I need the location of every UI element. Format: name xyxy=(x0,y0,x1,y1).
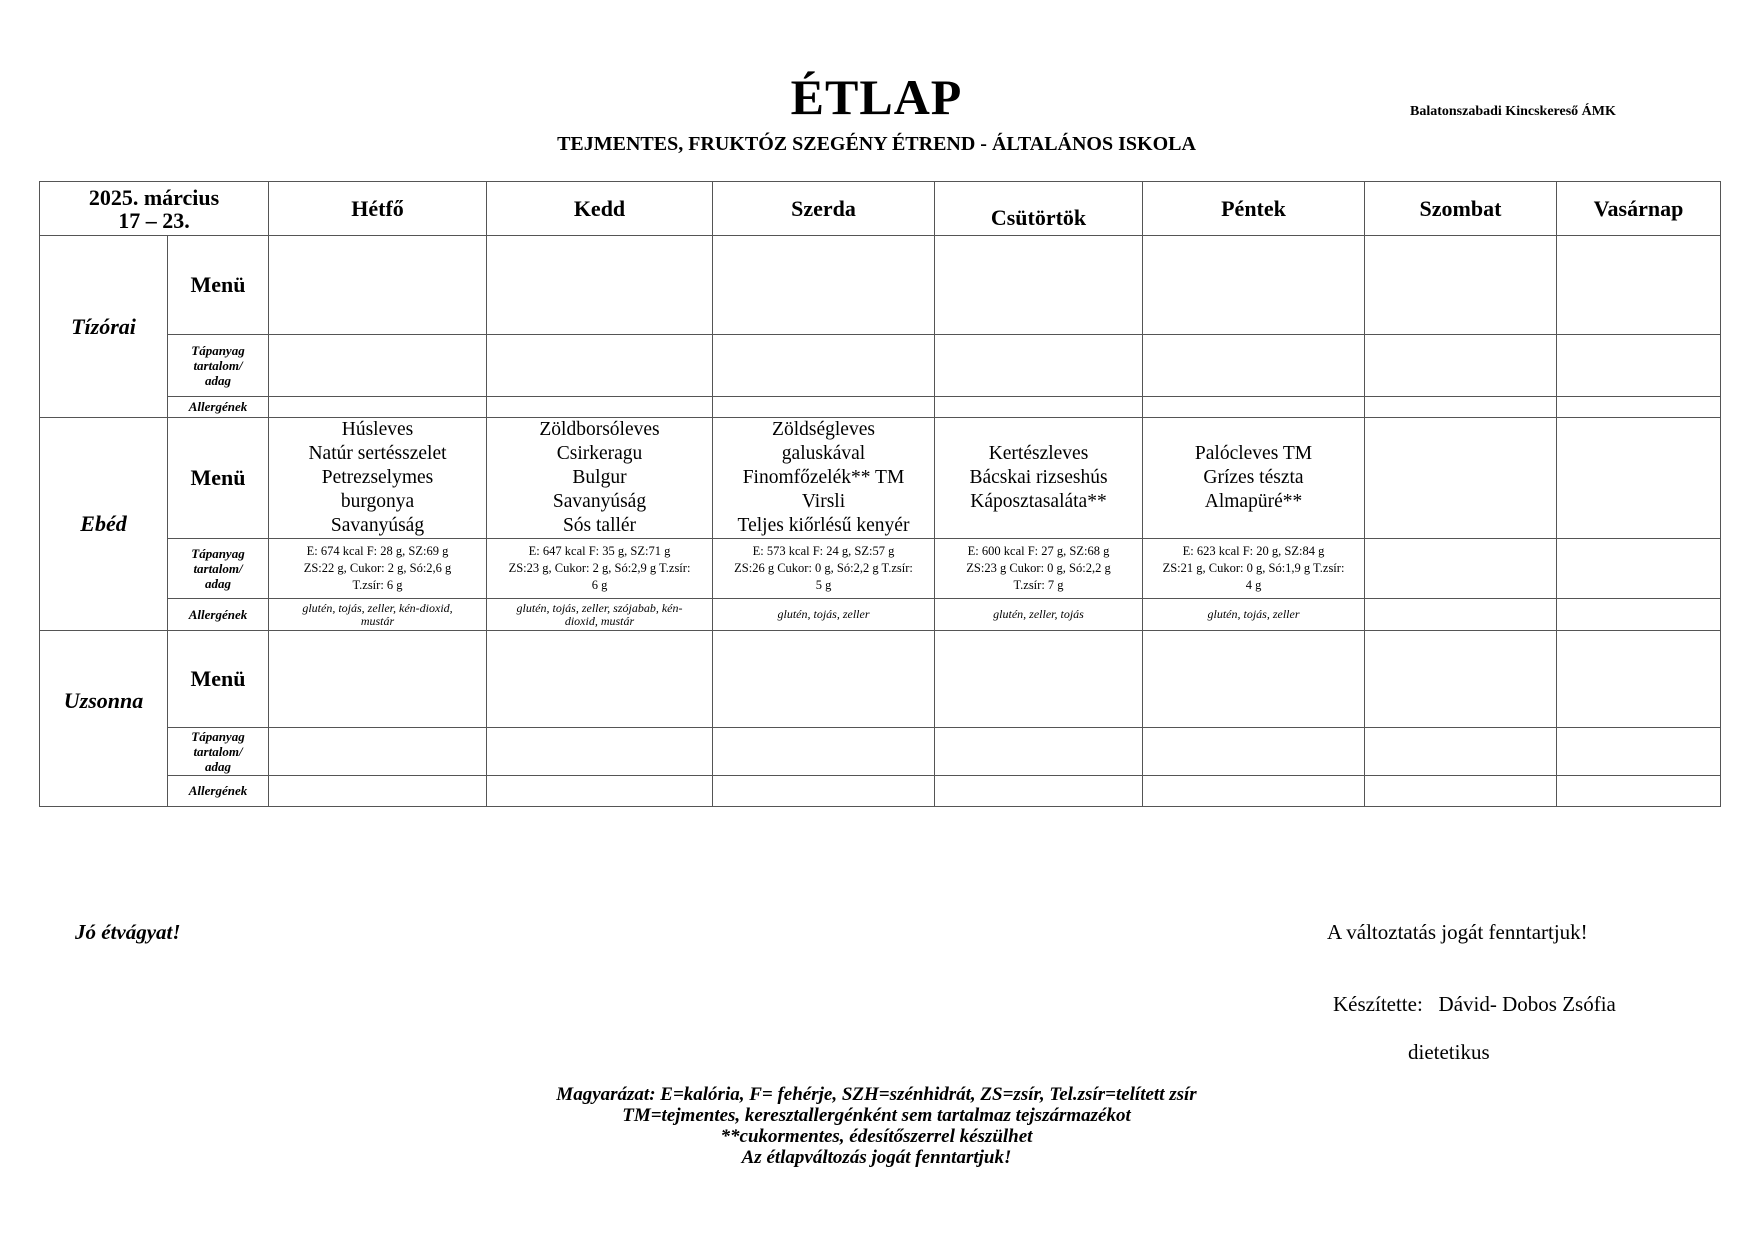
meal-label-ebed: Ebéd xyxy=(40,418,168,631)
empty-cell xyxy=(1365,631,1557,728)
dish-item: Teljes kiőrlésű kenyér xyxy=(737,515,910,536)
date-range-cell xyxy=(40,182,269,236)
empty-cell xyxy=(1557,631,1721,728)
dish-item: Káposztasaláta** xyxy=(970,491,1107,512)
nutrition-line: ZS:23 g Cukor: 0 g, Só:2,2 g xyxy=(966,561,1111,575)
empty-cell xyxy=(935,728,1143,776)
row-label-nutrition-line: tartalom/ xyxy=(193,744,243,759)
empty-cell xyxy=(1143,631,1365,728)
empty-cell xyxy=(935,397,1143,418)
lunch-menu-saturday xyxy=(1365,418,1557,539)
lunch-nutrition-tuesday xyxy=(487,539,713,599)
ebed-menu-row xyxy=(40,418,1721,539)
dish-item: galuskával xyxy=(781,443,866,464)
day-header-thursday: Csütörtök xyxy=(935,182,1143,236)
dish-item: burgonya xyxy=(340,491,415,512)
uzsonna-menu-row xyxy=(40,631,1721,728)
empty-cell xyxy=(487,776,713,807)
day-header-tuesday: Kedd xyxy=(487,182,713,236)
lunch-allergens-wednesday xyxy=(713,599,935,631)
tizorai-menu-row xyxy=(40,236,1721,335)
empty-cell xyxy=(487,236,713,335)
dish-item: Bulgur xyxy=(572,467,627,488)
lunch-menu-tuesday xyxy=(487,418,713,539)
allergen-line: glutén, tojás, zeller xyxy=(777,607,870,621)
header-row xyxy=(40,182,1721,236)
empty-cell xyxy=(487,728,713,776)
tizorai-allergens-row xyxy=(40,397,1721,418)
empty-cell xyxy=(487,631,713,728)
greeting-text: Jó étvágyat! xyxy=(75,920,181,944)
empty-cell xyxy=(1143,397,1365,418)
empty-cell xyxy=(713,397,935,418)
empty-cell xyxy=(1143,776,1365,807)
nutrition-line: ZS:22 g, Cukor: 2 g, Só:2,6 g xyxy=(303,561,452,575)
empty-cell xyxy=(935,776,1143,807)
allergen-line: glutén, zeller, tojás xyxy=(993,607,1084,621)
row-label-allergens: Allergének xyxy=(168,776,269,807)
legend-line: **cukormentes, édesítőszerrel készülhet xyxy=(720,1126,1033,1147)
row-label-nutrition-line: tartalom/ xyxy=(193,358,243,373)
empty-cell xyxy=(935,335,1143,397)
disclaimer-text: A változtatás jogát fenntartjuk! xyxy=(1327,920,1588,944)
day-header-wednesday: Szerda xyxy=(713,182,935,236)
uzsonna-allergens-row xyxy=(40,776,1721,807)
row-label-nutrition-line: adag xyxy=(205,373,231,388)
empty-cell xyxy=(1365,728,1557,776)
allergen-line: mustár xyxy=(360,613,395,628)
legend-line: TM=tejmentes, keresztallergénként sem tartalmaz tejszármazékot xyxy=(622,1105,1131,1126)
lunch-allergens-friday xyxy=(1143,599,1365,631)
lunch-nutrition-wednesday xyxy=(713,539,935,599)
dish-item: Csirkeragu xyxy=(556,443,643,464)
uzsonna-nutrition-row xyxy=(40,728,1721,776)
empty-cell xyxy=(713,631,935,728)
lunch-nutrition-thursday xyxy=(935,539,1143,599)
nutrition-line: 6 g xyxy=(591,578,608,592)
lunch-menu-thursday xyxy=(935,418,1143,539)
dish-item: Natúr sertésszelet xyxy=(308,443,447,464)
nutrition-line: ZS:23 g, Cukor: 2 g, Só:2,9 g T.zsír: xyxy=(508,561,691,575)
row-label-nutrition xyxy=(168,335,269,397)
allergen-line: dioxid, mustár xyxy=(564,613,635,628)
day-header-monday: Hétfő xyxy=(269,182,487,236)
legend-block xyxy=(0,1084,1753,1168)
allergen-line: glutén, tojás, zeller xyxy=(1207,607,1300,621)
empty-cell xyxy=(1143,236,1365,335)
row-label-nutrition xyxy=(168,728,269,776)
lunch-allergens-tuesday xyxy=(487,599,713,631)
dish-item: Zöldborsóleves xyxy=(539,419,660,440)
nutrition-line: T.zsír: 6 g xyxy=(352,578,403,592)
ebed-allergens-row xyxy=(40,599,1721,631)
empty-cell xyxy=(1365,335,1557,397)
row-label-nutrition-line: adag xyxy=(205,759,231,774)
lunch-allergens-sunday xyxy=(1557,599,1721,631)
allergen-line: glutén, tojás, zeller, kén-dioxid, xyxy=(302,600,453,615)
page-title: ÉTLAP xyxy=(790,69,963,125)
empty-cell xyxy=(269,397,487,418)
lunch-nutrition-monday xyxy=(269,539,487,599)
row-label-menu: Menü xyxy=(168,236,269,335)
date-days: 17 – 23. xyxy=(118,207,190,233)
empty-cell xyxy=(713,728,935,776)
dish-item: Palócleves TM xyxy=(1194,443,1313,464)
nutrition-line: ZS:26 g Cukor: 0 g, Só:2,2 g T.zsír: xyxy=(734,561,913,575)
lunch-allergens-saturday xyxy=(1365,599,1557,631)
dish-item: Kertészleves xyxy=(988,443,1089,464)
nutrition-line: ZS:21 g, Cukor: 0 g, Só:1,9 g T.zsír: xyxy=(1162,561,1345,575)
empty-cell xyxy=(487,397,713,418)
empty-cell xyxy=(269,728,487,776)
row-label-allergens: Allergének xyxy=(168,397,269,418)
allergen-line: glutén, tojás, zeller, szójabab, kén- xyxy=(516,600,683,615)
dish-item: Virsli xyxy=(801,491,846,512)
empty-cell xyxy=(713,335,935,397)
empty-cell xyxy=(269,776,487,807)
empty-cell xyxy=(713,236,935,335)
dish-item: Húsleves xyxy=(341,419,414,440)
lunch-nutrition-saturday xyxy=(1365,539,1557,599)
empty-cell xyxy=(935,631,1143,728)
empty-cell xyxy=(1365,776,1557,807)
nutrition-line: T.zsír: 7 g xyxy=(1013,578,1064,592)
tizorai-nutrition-row xyxy=(40,335,1721,397)
nutrition-line: 5 g xyxy=(815,578,832,592)
empty-cell xyxy=(1557,776,1721,807)
empty-cell xyxy=(713,776,935,807)
dish-item: Finomfőzelék** TM xyxy=(742,467,905,488)
row-label-nutrition-line: adag xyxy=(205,576,231,591)
empty-cell xyxy=(487,335,713,397)
empty-cell xyxy=(1365,397,1557,418)
empty-cell xyxy=(1143,728,1365,776)
lunch-menu-wednesday xyxy=(713,418,935,539)
organization-name: Balatonszabadi Kincskereső ÁMK xyxy=(1410,104,1616,119)
day-header-friday: Péntek xyxy=(1143,182,1365,236)
empty-cell xyxy=(1557,397,1721,418)
meal-label-uzsonna: Uzsonna xyxy=(40,631,168,807)
empty-cell xyxy=(1557,335,1721,397)
row-label-nutrition-line: Tápanyag xyxy=(191,546,245,561)
dish-item: Almapüré** xyxy=(1204,491,1303,512)
legend-line: Az étlapváltozás jogát fenntartjuk! xyxy=(741,1147,1012,1168)
empty-cell xyxy=(1365,236,1557,335)
lunch-menu-sunday xyxy=(1557,418,1721,539)
author-role: dietetikus xyxy=(1408,1040,1490,1064)
lunch-menu-monday xyxy=(269,418,487,539)
row-label-nutrition-line: Tápanyag xyxy=(191,343,245,358)
nutrition-line: E: 600 kcal F: 27 g, SZ:68 g xyxy=(967,544,1110,558)
dish-item: Zöldségleves xyxy=(772,419,875,440)
row-label-menu: Menü xyxy=(168,418,269,539)
row-label-nutrition-line: Tápanyag xyxy=(191,729,245,744)
lunch-nutrition-sunday xyxy=(1557,539,1721,599)
row-label-allergens: Allergének xyxy=(168,599,269,631)
lunch-menu-friday xyxy=(1143,418,1365,539)
ebed-nutrition-row xyxy=(40,539,1721,599)
meal-label-tizorai: Tízórai xyxy=(40,236,168,418)
nutrition-line: E: 573 kcal F: 24 g, SZ:57 g xyxy=(752,544,895,558)
page-subtitle: TEJMENTES, FRUKTÓZ SZEGÉNY ÉTREND - ÁLTALÁNOS ISKOLA xyxy=(557,133,1196,155)
empty-cell xyxy=(269,236,487,335)
nutrition-line: E: 674 kcal F: 28 g, SZ:69 g xyxy=(306,544,449,558)
dish-item: Savanyúság xyxy=(552,491,647,512)
author-text: Készítette: Dávid- Dobos Zsófia xyxy=(1333,992,1616,1016)
dish-item: Grízes tészta xyxy=(1203,467,1304,488)
lunch-nutrition-friday xyxy=(1143,539,1365,599)
empty-cell xyxy=(1557,728,1721,776)
dish-item: Savanyúság xyxy=(330,515,425,536)
nutrition-line: E: 623 kcal F: 20 g, SZ:84 g xyxy=(1182,544,1325,558)
day-header-saturday: Szombat xyxy=(1365,182,1557,236)
day-header-sunday: Vasárnap xyxy=(1557,182,1721,236)
dish-item: Bácskai rizseshús xyxy=(969,467,1108,488)
row-label-nutrition-line: tartalom/ xyxy=(193,561,243,576)
empty-cell xyxy=(935,236,1143,335)
legend-line: Magyarázat: E=kalória, F= fehérje, SZH=szénhidrát, ZS=zsír, Tel.zsír=telített zsír xyxy=(556,1084,1197,1105)
nutrition-line: 4 g xyxy=(1245,578,1262,592)
dish-item: Petrezselymes xyxy=(321,467,434,488)
row-label-nutrition xyxy=(168,539,269,599)
date-month: 2025. március xyxy=(88,184,220,210)
empty-cell xyxy=(269,631,487,728)
lunch-allergens-thursday xyxy=(935,599,1143,631)
empty-cell xyxy=(1143,335,1365,397)
empty-cell xyxy=(1557,236,1721,335)
lunch-allergens-monday xyxy=(269,599,487,631)
row-label-menu: Menü xyxy=(168,631,269,728)
empty-cell xyxy=(269,335,487,397)
dish-item: Sós tallér xyxy=(562,515,637,536)
weekly-menu-table xyxy=(39,181,1721,807)
nutrition-line: E: 647 kcal F: 35 g, SZ:71 g xyxy=(528,544,671,558)
